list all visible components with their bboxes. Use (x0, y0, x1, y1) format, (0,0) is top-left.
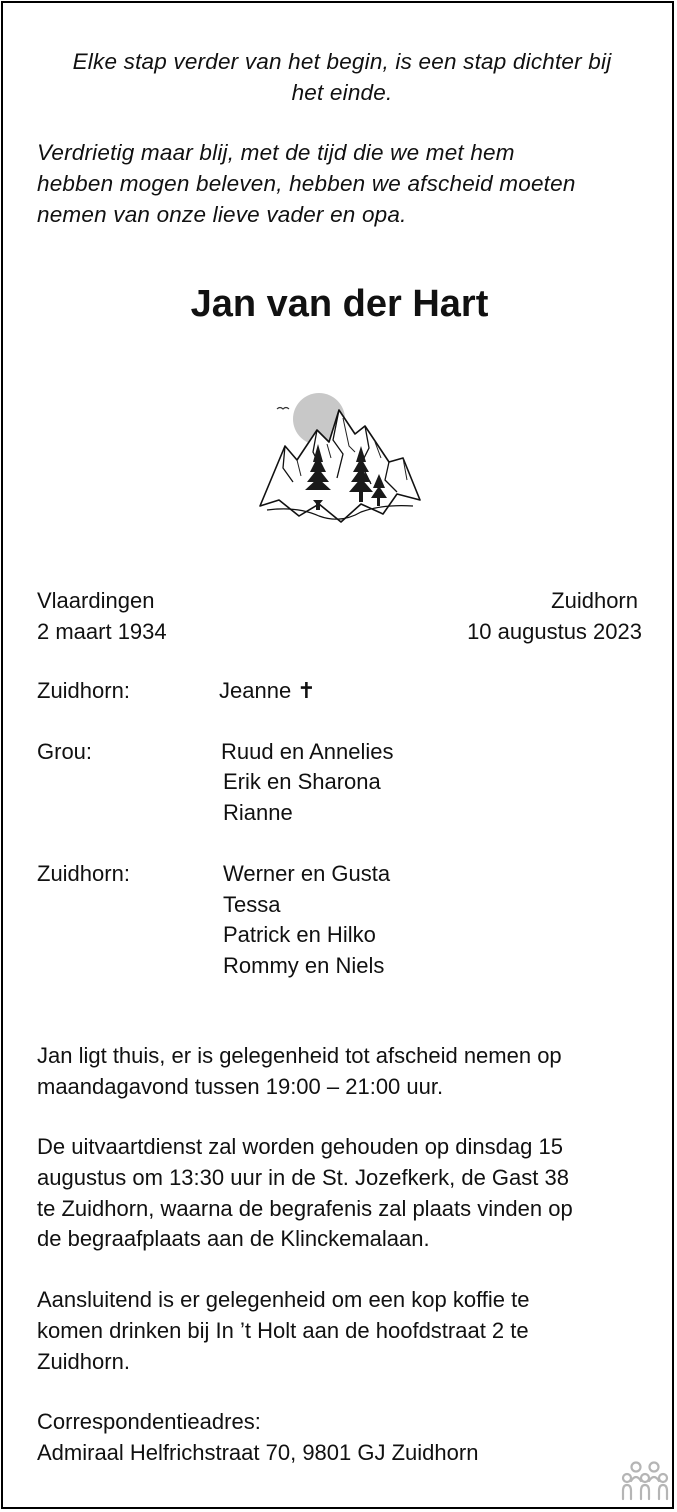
coffee-line: komen drinken bij In ’t Holt aan de hoofdstraat 2 te (37, 1317, 529, 1343)
service-line: augustus om 13:30 uur in de St. Jozefkerk, de Gast 38 (37, 1164, 569, 1190)
family-member: Patrick en Hilko (223, 922, 376, 947)
viewing-info (37, 1041, 652, 1103)
family-member: Erik en Sharona (223, 769, 381, 794)
service-line: de begraafplaats aan de Klinckemalaan. (37, 1226, 430, 1252)
obituary-card (1, 1, 674, 1509)
service-line: De uitvaartdienst zal worden gehouden op dinsdag 15 (37, 1134, 563, 1159)
people-group-logo-icon (621, 1459, 669, 1501)
family-place: Zuidhorn: (37, 861, 130, 886)
coffee-info (37, 1285, 652, 1377)
service-line: te Zuidhorn, waarna de begrafenis zal plaats vinden op (37, 1195, 573, 1221)
motto-line: Elke stap verder van het begin, is een stap dichter bij (72, 49, 612, 74)
viewing-line: Jan ligt thuis, er is gelegenheid tot afscheid nemen op (37, 1043, 562, 1068)
viewing-line: maandagavond tussen 19:00 – 21:00 uur. (37, 1073, 444, 1099)
deceased-name: Jan van der Hart (190, 283, 489, 325)
correspondence-address (37, 1407, 652, 1469)
service-info (37, 1132, 652, 1255)
family-place: Zuidhorn: (37, 678, 130, 703)
mountain-pine-sun-icon (257, 388, 423, 528)
birth-date: 2 maart 1934 (37, 619, 167, 644)
coffee-line: Zuidhorn. (37, 1348, 130, 1374)
family-place: Grou: (37, 739, 93, 764)
correspondence-label: Correspondentieadres: (37, 1409, 261, 1434)
motto-line: het einde. (291, 80, 393, 105)
intro-line: nemen van onze lieve vader en opa. (37, 202, 407, 227)
intro-line: hebben mogen beleven, hebben we afscheid moeten (37, 171, 576, 196)
death-place: Zuidhorn (551, 588, 638, 613)
family-member: Ruud en Annelies (221, 739, 394, 764)
family-member: Tessa (223, 892, 281, 917)
intro-line: Verdrietig maar blij, met de tijd die we met hem (37, 140, 515, 165)
family-member: Werner en Gusta (223, 861, 391, 886)
family-member: Jeanne ✝ (219, 678, 316, 703)
motto (37, 46, 647, 108)
death-date: 10 augustus 2023 (467, 619, 642, 644)
intro-text (37, 137, 657, 230)
correspondence-line: Admiraal Helfrichstraat 70, 9801 GJ Zuidhorn (37, 1439, 479, 1465)
family-member: Rianne (223, 800, 293, 825)
family-member: Rommy en Niels (223, 953, 385, 978)
birth-place: Vlaardingen (37, 588, 155, 613)
coffee-line: Aansluitend is er gelegenheid om een kop koffie te (37, 1287, 530, 1312)
